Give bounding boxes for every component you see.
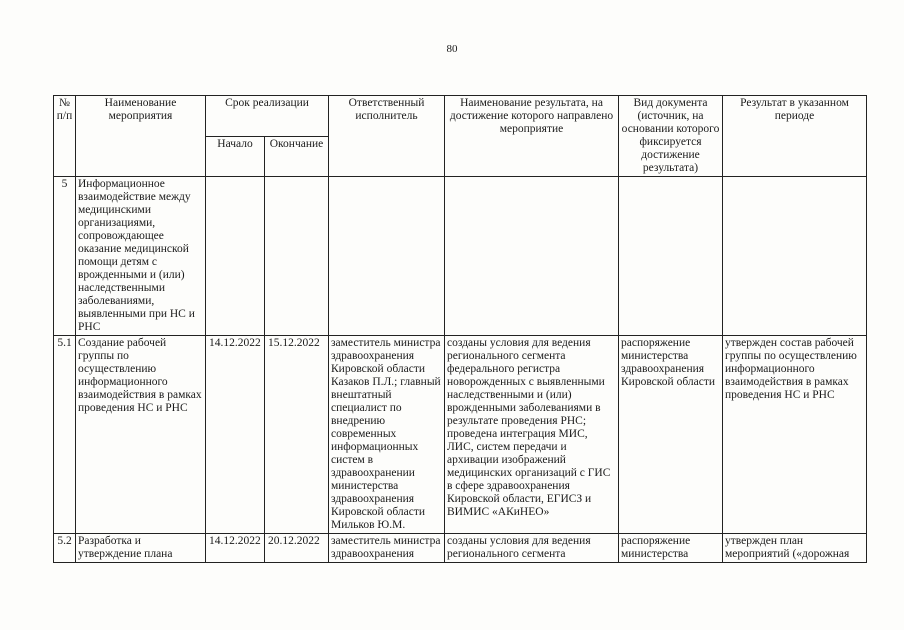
header-responsible: Ответственный исполнитель <box>329 96 445 177</box>
header-doc-type: Вид документа (источник, на основании которого фиксируется достижение результата) <box>619 96 723 177</box>
cell-end: 15.12.2022 <box>265 336 329 534</box>
cell-responsible: заместитель министра здравоохранения Кировской области Казаков П.Л.; главный внештатный специалист по внедрению современных информационных систем в здравоохранении министерства здравоохранения Кировской области Мильков Ю.М. <box>329 336 445 534</box>
cell-start: 14.12.2022 <box>206 534 265 563</box>
table-row <box>54 534 867 563</box>
cell-responsible <box>329 177 445 336</box>
header-result-name: Наименование результата, на достижение которого направлено мероприятие <box>445 96 619 177</box>
cell-name: Разработка и утверждение плана <box>76 534 206 563</box>
cell-result-period: утвержден состав рабочей группы по осуществлению информационного взаимодействия в рамках проведения НС и РНС <box>723 336 867 534</box>
cell-num: 5.2 <box>54 534 76 563</box>
cell-start <box>206 177 265 336</box>
cell-result-name <box>445 177 619 336</box>
cell-doc-type <box>619 177 723 336</box>
cell-name: Создание рабочей группы по осуществлению информационного взаимодействия в рамках проведения НС и РНС <box>76 336 206 534</box>
header-term: Срок реализации <box>206 96 329 137</box>
measures-table <box>53 95 867 563</box>
header-result-period: Результат в указанном периоде <box>723 96 867 177</box>
cell-result-period <box>723 177 867 336</box>
cell-responsible: заместитель министра здравоохранения <box>329 534 445 563</box>
page-number: 80 <box>446 43 458 55</box>
cell-result-period: утвержден план мероприятий («дорожная <box>723 534 867 563</box>
cell-end: 20.12.2022 <box>265 534 329 563</box>
cell-result-name: созданы условия для ведения регионального сегмента федерального регистра новорожденных с выявленными наследственными и (или) врожденными заболеваниями в результате проведения РНС; проведена интеграция МИС, ЛИС, систем передачи и архивации изображений медицинских организаций с ГИС в сфере здравоохранения Кировской области, ЕГИСЗ и ВИМИС «АКиНЕО» <box>445 336 619 534</box>
cell-doc-type: распоряжение министерства <box>619 534 723 563</box>
cell-name: Информационное взаимодействие между медицинскими организациями, сопровождающее оказание медицинской помощи детям с врожденными и (или) наследственными заболеваниями, выявленными при НС и РНС <box>76 177 206 336</box>
header-row <box>54 96 867 137</box>
table-row <box>54 177 867 336</box>
header-name: Наименование мероприятия <box>76 96 206 177</box>
cell-doc-type: распоряжение министерства здравоохранения Кировской области <box>619 336 723 534</box>
table-row <box>54 336 867 534</box>
cell-num: 5.1 <box>54 336 76 534</box>
cell-result-name: созданы условия для ведения регионального сегмента <box>445 534 619 563</box>
cell-num: 5 <box>54 177 76 336</box>
cell-end <box>265 177 329 336</box>
header-end: Окончание <box>265 136 329 177</box>
header-start: Начало <box>206 136 265 177</box>
header-num: № п/п <box>54 96 76 177</box>
cell-start: 14.12.2022 <box>206 336 265 534</box>
